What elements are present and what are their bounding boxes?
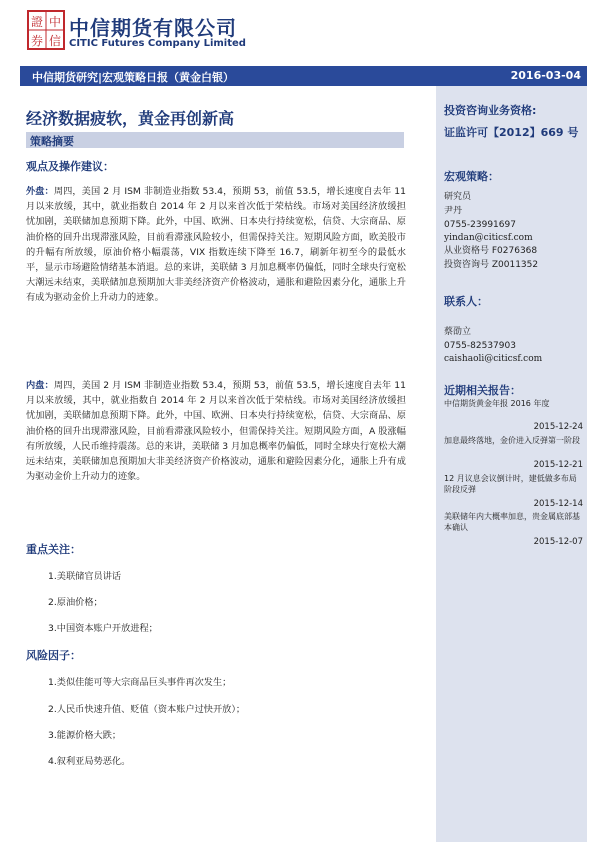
analyst-phone: 0755-23991697 (444, 220, 516, 230)
analyst-email[interactable]: yindan@citicsf.com (444, 233, 533, 243)
report-date: 2016-03-04 (510, 69, 581, 82)
company-name-en: CITIC Futures Company Limited (69, 38, 246, 49)
svg-text:券: 券 (30, 34, 44, 48)
domestic-market-paragraph (26, 378, 406, 484)
license-number: 证监许可【2012】669 号 (444, 126, 579, 139)
risk-heading: 风险因子： (26, 649, 81, 662)
focus-item: 2.原油价格； (48, 597, 103, 608)
foreign-market-text: 周四，美国 2 月 ISM 非制造业指数 53.4，预期 53，前值 53.5，增长速度自去年 11 月以来放缓，其中，就业指数自 2014 年 2 月以来首次低于荣枯线。市场对美国经济放缓担忧加剧，美联储加息预期下降。此外，中国、欧洲、日本央行持续宽松，信贷、大宗商品、原油价格的回升出现滞涨风险，目前看滞涨风险较小，但需保持关注。短期风险方面，欧美股市的升幅有所放缓，原油价格小幅震荡，VIX 指数连续下降至 16.7，刷新年初至今的最低水平，显示市场避险情绪基本消退。总的来讲，美联储 3 月加息概率仍偏低，同时全球央行宽松大潮远未结束，美联储加息预期加大非美经济资产价格波动，通胀和避险因素分化，通胀上升有成为驱动金价上升动力的迹象。 (26, 186, 406, 304)
svg-text:證: 證 (30, 15, 44, 29)
contact-email[interactable]: caishaoli@citicsf.com (444, 354, 543, 364)
recent-reports-label: 近期相关报告： (444, 384, 521, 397)
focus-heading: 重点关注： (26, 543, 81, 556)
risk-item: 1.类似佳能可等大宗商品巨头事件再次发生； (48, 677, 232, 688)
analyst-role: 研究员 (444, 192, 472, 202)
foreign-market-paragraph (26, 184, 406, 306)
macro-strategy-label: 宏观策略： (444, 170, 499, 183)
report-title[interactable]: 加息最终落地，金价进入反弹第一阶段 (444, 436, 580, 445)
company-logo-seal (27, 10, 65, 50)
risk-item: 4.叙利亚局势恶化。 (48, 756, 131, 767)
domestic-market-lead: 内盘： (26, 380, 54, 391)
report-date: 2015-12-24 (533, 422, 583, 432)
svg-text:信: 信 (48, 34, 62, 48)
focus-item: 1.美联储官员讲话 (48, 571, 122, 582)
report-title[interactable]: 美联储年内大概率加息，贵金属底部基本确认 (444, 512, 580, 532)
report-banner (20, 66, 587, 86)
svg-text:中: 中 (48, 15, 62, 29)
section-header-summary (26, 132, 404, 148)
contact-label: 联系人： (444, 295, 488, 308)
analyst-advisory-cert: 投资咨询号 Z0011352 (444, 260, 539, 270)
sidebar (436, 86, 587, 842)
foreign-market-lead: 外盘： (26, 186, 54, 197)
focus-item: 3.中国资本账户开放进程； (48, 623, 158, 634)
company-name-cn: 中信期货有限公司 (69, 16, 237, 40)
contact-name: 蔡劭立 (444, 327, 472, 337)
report-title[interactable]: 中信期货黄金年报 2016 年度 (444, 399, 550, 408)
report-date: 2015-12-14 (533, 499, 583, 509)
contact-phone: 0755-82537903 (444, 341, 516, 351)
qualification-label: 投资咨询业务资格: (444, 104, 537, 117)
report-date: 2015-12-21 (533, 460, 583, 470)
report-series-title: 中信期货研究|宏观策略日报（黄金白银） (32, 71, 235, 84)
report-date: 2015-12-07 (533, 537, 583, 547)
analyst-practice-cert: 从业资格号 F0276368 (444, 246, 538, 256)
domestic-market-text: 周四，美国 2 月 ISM 非制造业指数 53.4，预期 53，前值 53.5，增长速度自去年 11 月以来放缓，其中，就业指数自 2014 年 2 月以来首次低于荣枯线。市场对美国经济放缓担忧加剧，美联储加息预期下降。此外，中国、欧洲、日本央行持续宽松，信贷、大宗商品、原油价格的回升出现滞涨风险，目前看滞涨风险较小，但需保持关注。短期风险方面，A 股涨幅有所放缓，人民币维持震荡。总的来讲，美联储 3 月加息概率仍偏低，同时全球央行宽松大潮远未结束，美联储加息预期加大非美经济资产价格波动，通胀和避险因素分化，通胀上升有成为驱动金价上升动力的迹象。 (26, 380, 406, 483)
page-title: 经济数据疲软，黄金再创新高 (26, 109, 235, 128)
report-title[interactable]: 12 月议息会议倒计时，建低做多布局阶段反弹 (444, 474, 577, 494)
views-heading: 观点及操作建议： (26, 160, 114, 173)
risk-item: 2.人民币快速升值、贬值（资本账户过快开放）； (48, 704, 246, 715)
risk-item: 3.能源价格大跌； (48, 730, 122, 741)
analyst-name: 尹丹 (444, 206, 463, 216)
section-label: 策略摘要 (30, 135, 74, 148)
